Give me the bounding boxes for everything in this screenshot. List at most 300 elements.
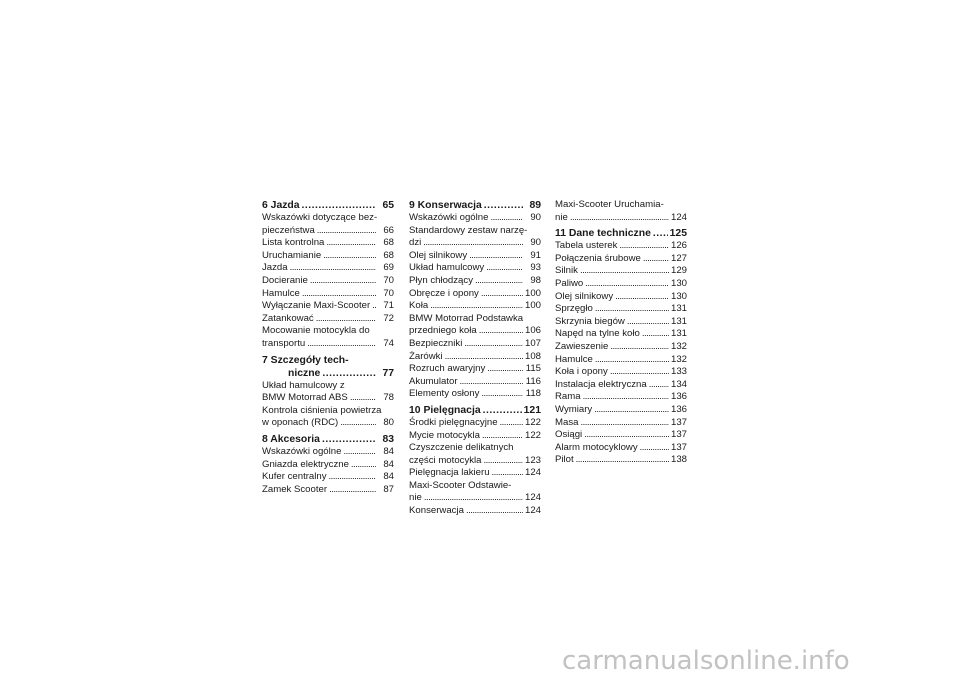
toc-entry[interactable] [555, 404, 687, 417]
toc-entry[interactable] [555, 265, 687, 278]
toc-page-number: 123 [524, 454, 541, 466]
toc-page-number: 74 [383, 337, 394, 349]
toc-entry-text-line: BMW Motorrad Podstawka [409, 312, 524, 324]
toc-entry[interactable] [555, 366, 687, 379]
toc-entry[interactable] [555, 278, 687, 291]
toc-entry-row [262, 300, 394, 313]
toc-entry-title: Wyłączanie Maxi-Scooter [262, 300, 371, 312]
toc-entry-row [409, 388, 541, 401]
dot-leader [615, 291, 669, 304]
dot-leader [302, 288, 376, 301]
dot-leader [466, 505, 523, 518]
toc-page-number: 84 [383, 471, 394, 483]
dot-leader [316, 313, 376, 326]
toc-entry-text-line: Układ hamulcowy z [262, 379, 345, 391]
toc-entry[interactable] [262, 237, 394, 250]
dot-leader [595, 303, 669, 316]
toc-chapter-heading[interactable] [409, 404, 541, 417]
dot-leader [570, 212, 669, 225]
dot-leader [487, 363, 523, 376]
dot-leader [475, 275, 523, 288]
toc-entry-title: Osiągi [555, 429, 583, 441]
toc-entry-row [409, 455, 541, 468]
toc-page-number: 91 [530, 249, 541, 261]
toc-entry-title: transportu [262, 337, 306, 349]
toc-entry[interactable] [262, 380, 394, 405]
toc-entry-row [409, 338, 541, 351]
toc-page-number: 65 [382, 200, 394, 211]
toc-page-number: 126 [670, 240, 687, 252]
toc-entry-title: Docieranie [262, 274, 308, 286]
toc-page-number: 70 [383, 274, 394, 286]
toc-page-number: 127 [670, 252, 687, 264]
toc-entry-row [555, 253, 687, 266]
toc-entry-text-line: Maxi-Scooter Uruchamia- [555, 199, 664, 210]
toc-entry-row [409, 430, 541, 443]
toc-entry-title: 6 Jazda [262, 200, 300, 211]
toc-page-number: 70 [383, 287, 394, 299]
toc-page-number: 136 [670, 403, 687, 415]
dot-leader [490, 212, 523, 225]
toc-entry-row [409, 288, 541, 301]
dot-leader [310, 275, 376, 288]
toc-entry[interactable] [409, 430, 541, 443]
toc-entry[interactable] [409, 505, 541, 518]
toc-page-number: 132 [670, 353, 687, 365]
toc-entry[interactable] [555, 199, 687, 224]
toc-entry[interactable] [262, 275, 394, 288]
toc-page-number: 131 [670, 315, 687, 327]
toc-entry-row [555, 354, 687, 367]
toc-entry[interactable] [409, 376, 541, 389]
dot-leader [464, 338, 523, 351]
toc-entry[interactable] [555, 429, 687, 442]
toc-entry-row [262, 338, 394, 351]
toc-entry-row [262, 237, 394, 250]
toc-page-number: 89 [529, 200, 541, 211]
toc-page-number: 130 [670, 290, 687, 302]
toc-entry-row [409, 376, 541, 389]
toc-entry-title: Koła i opony [555, 366, 608, 378]
toc-entry-title: Alarm motocyklowy [555, 441, 638, 453]
toc-page-number: 136 [670, 391, 687, 403]
toc-entry-title: Masa [555, 416, 579, 428]
toc-entry-text-line: Wskazówki dotyczące bez- [262, 212, 378, 223]
toc-entry-row [262, 262, 394, 275]
toc-entry[interactable] [262, 405, 394, 430]
toc-entry-title: Napęd na tylne koło [555, 328, 640, 340]
toc-page-number: 129 [670, 265, 687, 277]
dot-leader [653, 227, 668, 240]
toc-entry-title: Wskazówki ogólne [262, 445, 342, 457]
toc-entry-row [409, 417, 541, 430]
toc-entry-title: Silnik [555, 265, 578, 277]
toc-entry[interactable] [555, 442, 687, 455]
toc-entry-row [409, 505, 541, 518]
toc-entry-row [555, 391, 687, 404]
toc-entry-title: Hamulce [555, 353, 593, 365]
toc-entry[interactable] [409, 351, 541, 364]
toc-entry-title: Konserwacja [409, 505, 464, 517]
toc-entry-title: Wskazówki ogólne [409, 212, 489, 223]
toc-entry-row [555, 379, 687, 392]
toc-entry-title: Obręcze i opony [409, 287, 479, 299]
toc-entry[interactable] [409, 417, 541, 430]
toc-entry[interactable] [409, 250, 541, 263]
toc-entry[interactable] [409, 480, 541, 505]
toc-entry-title: Kufer centralny [262, 471, 327, 483]
toc-entry[interactable] [262, 484, 394, 497]
toc-entry-row [555, 278, 687, 291]
toc-entry[interactable] [409, 388, 541, 401]
toc-entry-row [555, 212, 687, 225]
toc-page-number: 132 [670, 340, 687, 352]
toc-page-number: 90 [530, 212, 541, 223]
toc-entry[interactable] [555, 253, 687, 266]
toc-entry-row [555, 316, 687, 329]
toc-entry[interactable] [262, 262, 394, 275]
toc-entry-row [262, 313, 394, 326]
toc-page-number: 84 [383, 445, 394, 457]
toc-page-number: 124 [524, 467, 541, 479]
toc-entry-row [262, 288, 394, 301]
toc-entry-title: niczne [288, 367, 321, 379]
toc-page-number: 134 [670, 378, 687, 390]
toc-entry-text-line: Kontrola ciśnienia powietrza [262, 404, 382, 416]
toc-entry-title: Środki pielęgnacyjne [409, 416, 498, 428]
toc-page-number: 100 [524, 300, 541, 312]
toc-entry[interactable] [262, 212, 394, 237]
dot-leader [430, 300, 523, 313]
toc-entry-row [409, 237, 541, 250]
toc-entry[interactable] [409, 225, 541, 250]
toc-chapter-heading[interactable] [262, 354, 394, 380]
toc-entry-title: Akumulator [409, 375, 458, 387]
toc-entry[interactable] [555, 391, 687, 404]
toc-page-number: 87 [383, 483, 394, 495]
toc-entry[interactable] [555, 303, 687, 316]
toc-entry-row [409, 199, 541, 212]
toc-entry[interactable] [409, 262, 541, 275]
toc-entry-title: w oponach (RDC) [262, 417, 339, 429]
toc-chapter-heading[interactable] [262, 199, 394, 212]
dot-leader [340, 417, 376, 430]
toc-entry-text-line: 7 Szczegóły tech- [262, 354, 349, 366]
toc-page-number: 66 [383, 224, 394, 236]
toc-entry-row [409, 492, 541, 505]
dot-leader [351, 459, 376, 472]
toc-entry-title: Zawieszenie [555, 340, 609, 352]
dot-leader [445, 351, 523, 364]
toc-page-number: 107 [524, 337, 541, 349]
toc-entry-row [262, 459, 394, 472]
toc-page-number: 122 [524, 416, 541, 428]
toc-entry[interactable] [409, 442, 541, 467]
toc-entry[interactable] [409, 275, 541, 288]
toc-entry-row [262, 225, 394, 238]
toc-entry-title: Rama [555, 391, 581, 403]
toc-entry-row [409, 351, 541, 364]
toc-entry-row [409, 212, 541, 225]
toc-entry-row [262, 199, 394, 212]
toc-entry-title: Paliwo [555, 277, 584, 289]
toc-entry[interactable] [555, 328, 687, 341]
dot-leader [649, 379, 669, 392]
toc-entry-title: Połączenia śrubowe [555, 252, 641, 264]
toc-entry-title: 10 Pielęgnacja [409, 404, 481, 416]
dot-leader [595, 354, 669, 367]
dot-leader [481, 388, 523, 401]
toc-entry-row [409, 275, 541, 288]
toc-entry[interactable] [555, 417, 687, 430]
toc-page-number: 68 [383, 249, 394, 261]
toc-entry-title: Olej silnikowy [409, 249, 468, 261]
toc-entry-title: części motocykla [409, 454, 482, 466]
toc-entry-row [555, 303, 687, 316]
toc-page-number: 78 [383, 392, 394, 404]
toc-entry-row [555, 417, 687, 430]
dot-leader [481, 288, 523, 301]
toc-entry[interactable] [409, 338, 541, 351]
toc-entry-title: Układ hamulcowy [409, 262, 485, 274]
dot-leader [500, 417, 523, 430]
dot-leader [484, 199, 523, 212]
toc-entry-title: Olej silnikowy [555, 290, 614, 302]
toc-entry-row [555, 341, 687, 354]
toc-entry-title: Elementy osłony [409, 388, 480, 400]
toc-entry[interactable] [555, 354, 687, 367]
toc-entry-row [555, 227, 687, 240]
toc-entry[interactable] [262, 446, 394, 459]
toc-entry-row [409, 404, 541, 417]
toc-entry-title: Żarówki [409, 350, 443, 362]
toc-entry[interactable] [262, 250, 394, 263]
toc-page-number: 133 [670, 366, 687, 378]
toc-entry-row [262, 367, 394, 380]
dot-leader [323, 250, 376, 263]
toc-entry-title: Sprzęgło [555, 303, 593, 315]
toc-entry-row [409, 467, 541, 480]
toc-page-number: 68 [383, 237, 394, 249]
toc-entry-text-line: Standardowy zestaw narzę- [409, 224, 528, 236]
toc-page-number: 108 [524, 350, 541, 362]
toc-entry[interactable] [555, 240, 687, 253]
dot-leader [423, 237, 523, 250]
toc-entry-title: Pilot [555, 454, 574, 466]
toc-entry-title: Tabela usterek [555, 240, 618, 252]
toc-entry-title: Mycie motocykla [409, 429, 480, 441]
toc-entry[interactable] [262, 300, 394, 313]
toc-entry-title: 9 Konserwacja [409, 200, 482, 211]
toc-entry-title: Uruchamianie [262, 249, 322, 261]
toc-entry-text-line: Mocowanie motocykla do [262, 325, 370, 337]
toc-entry-title: Płyn chłodzący [409, 274, 473, 286]
toc-entry[interactable] [409, 288, 541, 301]
toc-entry-title: Pielęgnacja lakieru [409, 467, 490, 479]
toc-entry[interactable] [409, 313, 541, 338]
dot-leader [594, 404, 669, 417]
toc-page-number: 137 [670, 429, 687, 441]
toc-entry-row [555, 454, 687, 467]
dot-leader [643, 253, 669, 266]
dot-leader [482, 430, 523, 443]
toc-entry-title: pieczeństwa [262, 224, 315, 236]
dot-leader [610, 341, 669, 354]
toc-entry[interactable] [555, 316, 687, 329]
toc-page-number: 138 [670, 454, 687, 466]
dot-leader [583, 391, 669, 404]
toc-page-number: 124 [670, 211, 687, 223]
toc-entry[interactable] [409, 363, 541, 376]
toc-entry-row [409, 250, 541, 263]
dot-leader [640, 442, 669, 455]
toc-page-number: 131 [670, 328, 687, 340]
toc-entry-row [409, 300, 541, 313]
toc-entry-title: Lista kontrolna [262, 237, 325, 249]
toc-column-3 [555, 199, 687, 467]
dot-leader [492, 467, 523, 480]
dot-leader [585, 278, 669, 291]
toc-entry-row [555, 328, 687, 341]
toc-entry[interactable] [555, 291, 687, 304]
toc-page-number: 118 [525, 388, 541, 400]
toc-page-number: 122 [524, 429, 541, 441]
toc-entry-row [555, 291, 687, 304]
toc-entry-text-line: Czyszczenie delikatnych [409, 442, 514, 454]
toc-entry-row [555, 366, 687, 379]
toc-entry-text-line: Maxi-Scooter Odstawie- [409, 479, 512, 491]
dot-leader [619, 240, 669, 253]
dot-leader [479, 325, 523, 338]
toc-entry-row [409, 262, 541, 275]
dot-leader [307, 338, 376, 351]
toc-entry-title: Bezpieczniki [409, 337, 463, 349]
dot-leader [424, 492, 523, 505]
dot-leader [322, 367, 376, 380]
toc-entry-title: 11 Dane techniczne [555, 228, 651, 240]
toc-entry[interactable] [262, 288, 394, 301]
toc-column-1 [262, 199, 394, 496]
dot-leader [469, 250, 523, 263]
toc-page-number: 72 [383, 312, 394, 324]
toc-entry[interactable] [262, 471, 394, 484]
toc-entry[interactable] [262, 313, 394, 326]
dot-leader [610, 366, 669, 379]
dot-leader [329, 484, 376, 497]
toc-page-number: 71 [383, 300, 394, 312]
dot-leader [584, 429, 669, 442]
dot-leader [343, 446, 376, 459]
toc-page-number: 98 [530, 274, 541, 286]
toc-page-number: 83 [382, 433, 394, 445]
toc-entry-title: Jazda [262, 262, 288, 274]
toc-page-number: 100 [524, 287, 541, 299]
dot-leader [580, 265, 669, 278]
dot-leader [460, 376, 523, 389]
toc-entry-title: BMW Motorrad ABS [262, 392, 348, 404]
toc-entry-title: Zamek Scooter [262, 483, 328, 495]
dot-leader [350, 392, 376, 405]
toc-entry-row [262, 250, 394, 263]
dot-leader [322, 433, 376, 446]
toc-page-number: 137 [670, 416, 687, 428]
toc-page-number: 93 [530, 262, 541, 274]
toc-entry-title: Gniazda elektryczne [262, 458, 349, 470]
dot-leader [580, 417, 669, 430]
toc-page-number: 69 [383, 262, 394, 274]
dot-leader [326, 237, 376, 250]
toc-page-number: 106 [524, 325, 541, 337]
dot-leader [486, 262, 523, 275]
toc-chapter-heading[interactable] [409, 199, 541, 212]
dot-leader [317, 225, 376, 238]
toc-entry[interactable] [555, 341, 687, 354]
toc-entry-row [555, 240, 687, 253]
toc-page-number: 124 [524, 492, 541, 504]
toc-column-2 [409, 199, 541, 518]
toc-chapter-heading[interactable] [555, 227, 687, 240]
dot-leader [329, 471, 376, 484]
dot-leader [483, 404, 522, 417]
toc-entry-row [262, 471, 394, 484]
dot-leader [290, 262, 376, 275]
toc-entry-title: Instalacja elektryczna [555, 378, 647, 390]
toc-entry[interactable] [409, 212, 541, 225]
toc-page-number: 84 [383, 458, 394, 470]
toc-page-number: 121 [523, 404, 541, 416]
toc-chapter-heading[interactable] [262, 433, 394, 446]
toc-entry[interactable] [555, 454, 687, 467]
toc-page-number: 77 [382, 367, 394, 379]
toc-entry-title: Wymiary [555, 403, 593, 415]
toc-page-number: 125 [669, 228, 687, 240]
toc-entry-row [262, 433, 394, 446]
toc-entry-row [262, 417, 394, 430]
toc-entry-row [555, 442, 687, 455]
toc-entry-title: nie [555, 211, 568, 223]
toc-entry-row [555, 265, 687, 278]
toc-entry[interactable] [262, 325, 394, 350]
toc-page-number: 124 [524, 505, 541, 517]
toc-page-number: 137 [670, 441, 687, 453]
toc-entry-title: Rozruch awaryjny [409, 363, 486, 375]
toc-entry-row [262, 484, 394, 497]
toc-page-number: 116 [525, 375, 541, 387]
toc-entry[interactable] [262, 459, 394, 472]
dot-leader [627, 316, 669, 329]
toc-entry-row [262, 446, 394, 459]
watermark-text: carmanualsonline.info [562, 646, 850, 676]
toc-entry-row [409, 363, 541, 376]
toc-entry-row [555, 404, 687, 417]
toc-entry-title: Hamulce [262, 287, 300, 299]
toc-entry-title: nie [409, 492, 422, 504]
toc-page-number: 115 [525, 363, 541, 375]
toc-entry-row [262, 392, 394, 405]
toc-entry-title: Skrzynia biegów [555, 315, 625, 327]
toc-entry[interactable] [409, 467, 541, 480]
toc-entry-title: dzi [409, 237, 422, 249]
toc-entry-title: Zatankować [262, 312, 314, 324]
toc-entry[interactable] [409, 300, 541, 313]
toc-entry[interactable] [555, 379, 687, 392]
toc-entry-title: przedniego koła [409, 325, 477, 337]
toc-entry-title: Koła [409, 300, 429, 312]
toc-page-number: 80 [383, 417, 394, 429]
toc-page-number: 90 [530, 237, 541, 249]
toc-entry-row [262, 275, 394, 288]
toc-entry-title: 8 Akcesoria [262, 433, 320, 445]
